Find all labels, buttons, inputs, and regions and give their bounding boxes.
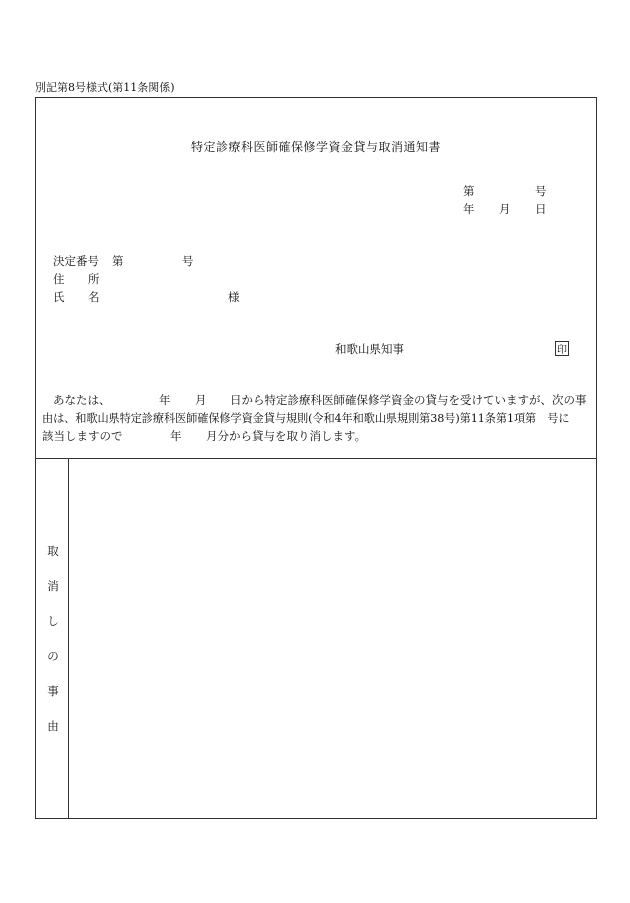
- honorific: 様: [228, 290, 240, 304]
- seal-mark: 印: [555, 341, 569, 356]
- body-line2: 由は、和歌山県特定診療科医師確保修学資金貸与規則(令和4年和歌山県規則第38号)第11条第1項第 号に: [42, 412, 570, 425]
- doc-number-suffix: 号: [535, 184, 547, 198]
- body-line1-month: 月: [195, 393, 207, 407]
- decision-number-prefix: 第: [112, 254, 124, 268]
- body-line3-start: 該当しますので: [42, 429, 123, 443]
- reason-label-char-6: 由: [47, 719, 59, 733]
- reason-label-char-2: 消: [47, 579, 59, 593]
- notice-form: [35, 97, 597, 819]
- body-line3-rest: 月分から貸与を取り消します。: [206, 429, 367, 443]
- doc-number-prefix: 第: [463, 184, 475, 198]
- sender-name: 和歌山県知事: [335, 342, 404, 356]
- date-month: 月: [499, 202, 511, 216]
- reason-label-char-4: の: [47, 649, 59, 663]
- address-label-second: 所: [88, 272, 100, 286]
- address-label-first: 住: [53, 272, 65, 286]
- decision-number-label: 決定番号: [53, 254, 99, 268]
- reason-label-char-3: し: [47, 614, 59, 628]
- document-title: 特定診療科医師確保修学資金貸与取消通知書: [190, 140, 441, 154]
- name-label-second: 名: [88, 290, 100, 304]
- reason-label-char-5: 事: [47, 684, 59, 698]
- reason-text-area[interactable]: [69, 459, 596, 818]
- form-label: 別記第8号様式(第11条関係): [35, 81, 175, 94]
- decision-number-suffix: 号: [182, 254, 194, 268]
- body-line1-start: あなたは、: [53, 393, 111, 407]
- date-day: 日: [535, 202, 547, 216]
- reason-label-char-1: 取: [47, 544, 59, 558]
- date-year: 年: [463, 202, 475, 216]
- body-line1-year: 年: [159, 393, 171, 407]
- name-label-first: 氏: [53, 290, 65, 304]
- body-line3-year: 年: [170, 429, 182, 443]
- body-line1-rest: 日から特定診療科医師確保修学資金の貸与を受けていますが、次の事: [230, 393, 587, 407]
